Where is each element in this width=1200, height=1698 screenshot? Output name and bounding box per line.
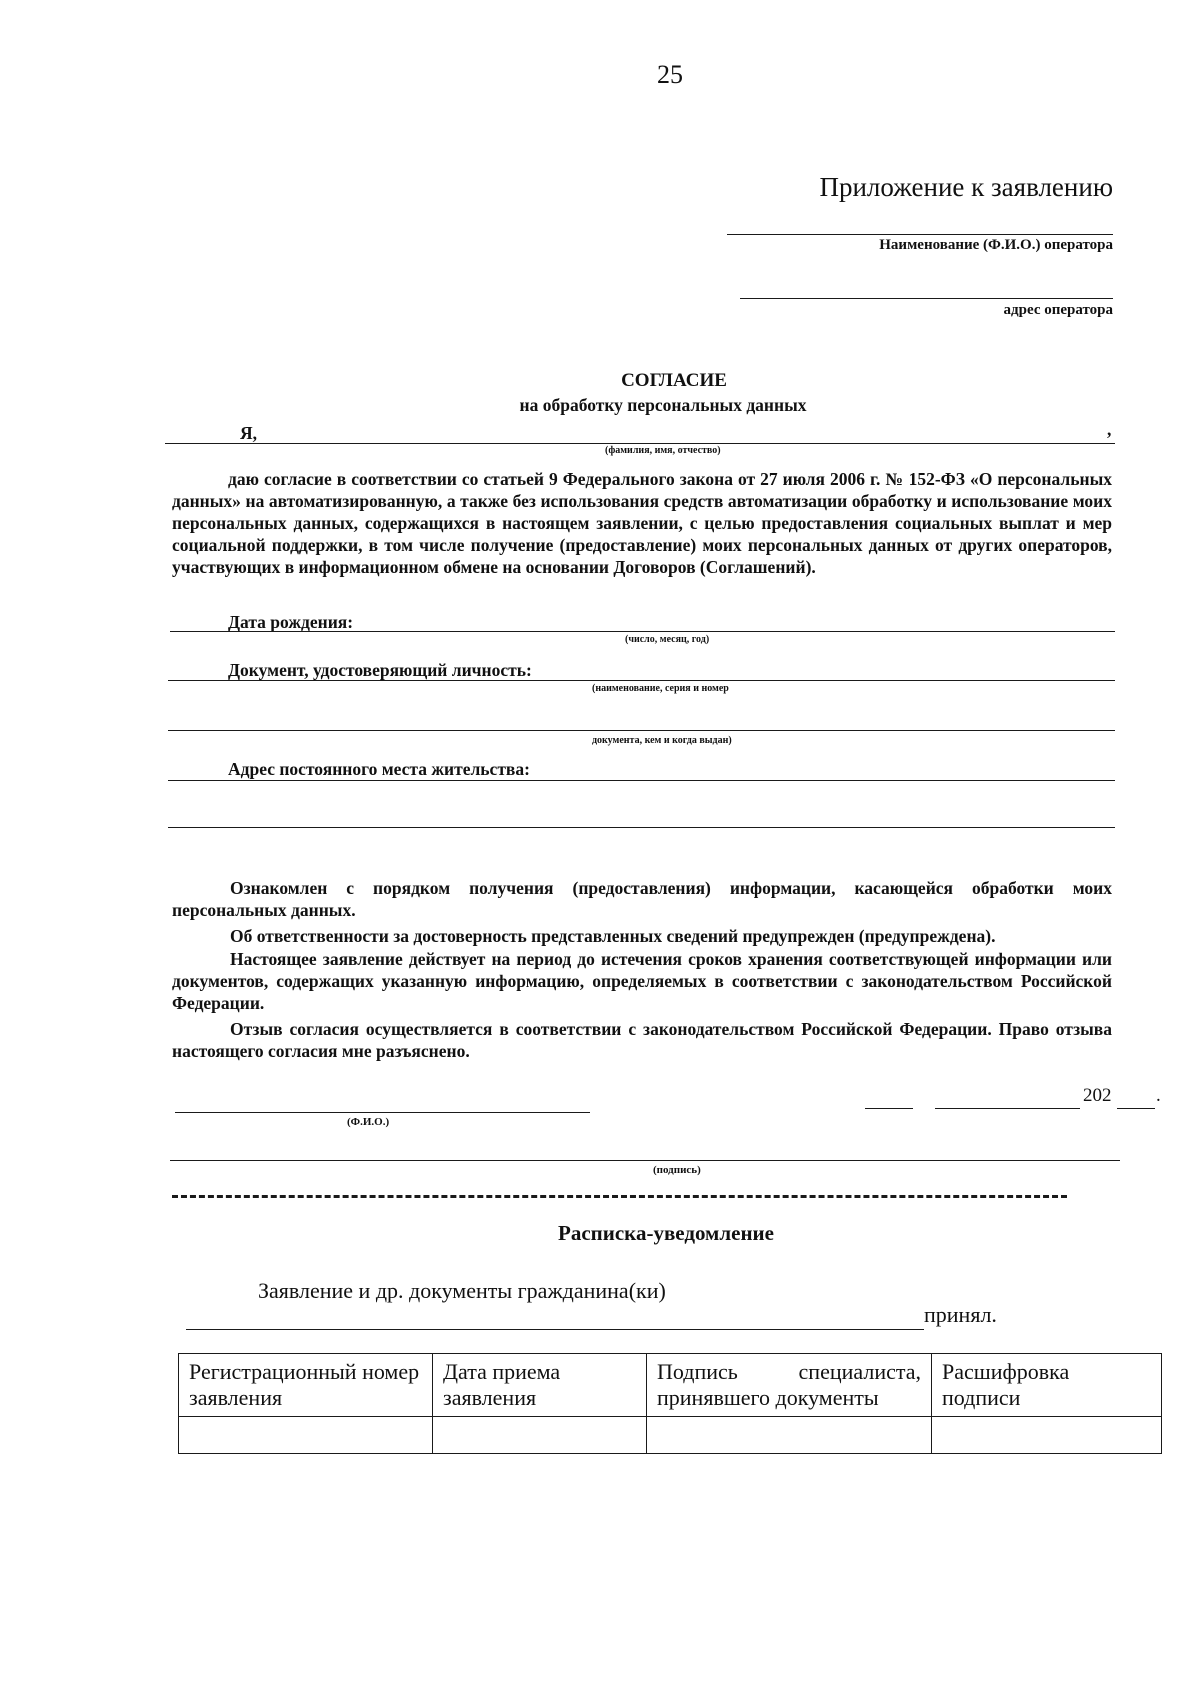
cell-specialist-signature[interactable]: [647, 1417, 932, 1454]
operator-address-caption: адрес оператора: [1003, 302, 1113, 318]
residence-line-2: [168, 827, 1115, 828]
document-label: Документ, удостоверяющий личность:: [228, 660, 532, 680]
document-line-1: [168, 680, 1115, 681]
document-caption-1: (наименование, серия и номер: [592, 683, 729, 694]
date-month-line: [935, 1108, 1080, 1109]
header-accept-date: Дата приема заявления: [433, 1354, 647, 1417]
residence-label: Адрес постоянного места жительства:: [228, 759, 530, 779]
fio-line: [165, 443, 1115, 444]
appendix-title: Приложение к заявлению: [819, 172, 1113, 202]
table-row: [179, 1417, 1162, 1454]
consent-title: СОГЛАСИЕ: [621, 370, 727, 391]
ack-paragraph-1: Ознакомлен с порядком получения (предоставления) информации, касающейся обработки моих персональных данных.: [172, 878, 1112, 920]
operator-name-caption: Наименование (Ф.И.О.) оператора: [879, 237, 1113, 253]
signature-line: [170, 1160, 1120, 1161]
table-header-row: [179, 1354, 1162, 1417]
signature-caption: (подпись): [653, 1164, 701, 1176]
header-specialist-signature: Подпись специалиста, принявшего документы: [647, 1354, 932, 1417]
citizen-name-line: [186, 1329, 924, 1330]
residence-line-1: [168, 780, 1115, 781]
receipt-title: Расписка-уведомление: [558, 1221, 774, 1245]
operator-name-line: [727, 234, 1113, 235]
consent-paragraph: даю согласие в соответствии со статьей 9 Федерального закона от 27 июля 2006 г. № 152-ФЗ «О персональных данных» на автоматизированную, а также без использования средств автоматизации обработку и использование моих персональных данных, содержащихся в настоящем заявлении, с целью предоставления социальных выплат и мер социальной поддержки, в том числе получение (предоставление) моих персональных данных от других операторов, участвующих в информационном обмене на основании Договоров (Соглашений).: [172, 469, 1112, 577]
receipt-table: [178, 1353, 1162, 1454]
page-number: 25: [657, 60, 683, 89]
cell-reg-number[interactable]: [179, 1417, 433, 1454]
ack-paragraph-3: Настоящее заявление действует на период до истечения сроков хранения соответствующей информации или документов, содержащих указанную информацию, определяемых в соответствии с законодательством Российской Федерации.: [172, 949, 1112, 1013]
year-prefix: 202: [1083, 1085, 1112, 1106]
document-caption-2: документа, кем и когда выдан): [592, 735, 732, 746]
birth-line: [170, 631, 1115, 632]
ack-paragraph-2: Об ответственности за достоверность представленных сведений предупрежден (предупреждена).: [230, 926, 996, 946]
i-label: Я,: [240, 423, 258, 443]
accepted-text: принял.: [924, 1302, 997, 1327]
cell-accept-date[interactable]: [433, 1417, 647, 1454]
year-line: [1117, 1108, 1155, 1109]
birth-label: Дата рождения:: [228, 612, 354, 632]
cell-signature-decoding[interactable]: [932, 1417, 1162, 1454]
trailing-comma: ,: [1107, 419, 1112, 439]
document-line-2: [168, 730, 1115, 731]
header-reg-number: Регистрационный номер заявления: [179, 1354, 433, 1417]
fio-sign-caption: (Ф.И.О.): [347, 1116, 390, 1128]
operator-address-line: [740, 298, 1113, 299]
fio-sign-line: [175, 1112, 590, 1113]
receipt-line-text: Заявление и др. документы гражданина(ки): [258, 1278, 666, 1303]
ack-paragraph-4: Отзыв согласия осуществляется в соответствии с законодательством Российской Федерации. Право отзыва настоящего согласия мне разъяснено.: [172, 1019, 1112, 1061]
year-suffix: .: [1156, 1085, 1161, 1106]
consent-subtitle: на обработку персональных данных: [519, 395, 807, 415]
birth-caption: (число, месяц, год): [625, 634, 710, 645]
cut-line: [172, 1195, 1067, 1198]
date-day-line: [865, 1108, 913, 1109]
header-signature-decoding: Расшифровка подписи: [932, 1354, 1162, 1417]
fio-caption: (фамилия, имя, отчество): [605, 445, 721, 456]
